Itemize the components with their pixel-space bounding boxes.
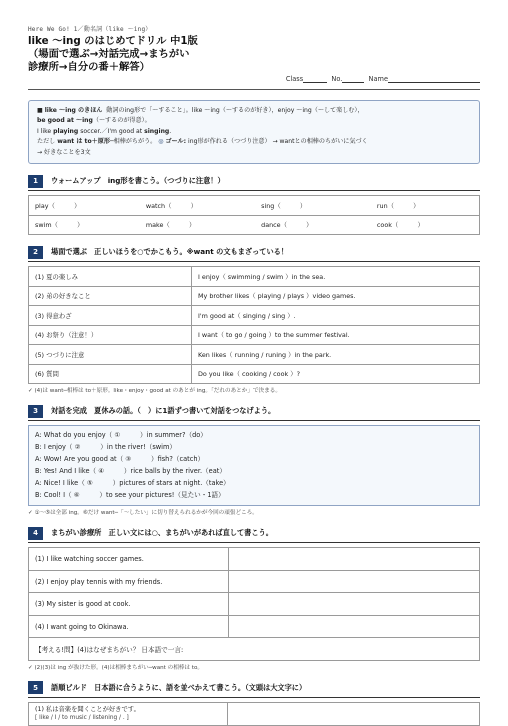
choice-sentence[interactable]: I'm good at（ singing / sing ）. [192, 306, 480, 326]
intro-head: like ～ing のきほん [44, 107, 103, 114]
intro-playing: playing [53, 127, 79, 135]
class-label: Class [285, 75, 304, 83]
ing-item[interactable]: play（ ） [29, 196, 140, 216]
answer-cell[interactable] [229, 615, 480, 638]
section-1-table [28, 195, 480, 235]
section-1-title: ウォームアップ ing形を書こう。（つづりに注意！） [51, 176, 225, 186]
series-label: Here We Go! 1／動名詞（like ～ing） [28, 26, 152, 33]
choice-sentence[interactable]: I enjoy（ swimming / swim ）in the sea. [192, 267, 480, 287]
table-row [29, 196, 480, 216]
title-line-3: 診療所→自分の番＋解答） [28, 61, 150, 73]
choice-sentence[interactable]: Do you like（ cooking / cook ）? [192, 364, 480, 384]
section-3-title: 対話を完成 夏休みの話。（ ）に1語ずつ書いて対話をつなげよう。 [51, 406, 276, 416]
section-4-rule [28, 542, 480, 543]
error-sentence: (4) I want going to Okinawa. [29, 615, 229, 638]
intro-line4a: ただし [37, 138, 58, 146]
name-blank[interactable] [388, 75, 480, 83]
reorder-question [29, 702, 228, 725]
goal-label: ゴール: [165, 138, 187, 146]
section-1-header [28, 174, 480, 188]
dialogue-line[interactable]: B: Yes! And I like（ ④ ）rice balls by the river.（eat） [35, 466, 226, 475]
section-2-title: 場面で選ぶ 正しいほうを○でかこもう。※want の文もまざっている！ [51, 247, 289, 257]
ing-item[interactable]: swim（ ） [29, 215, 140, 235]
table-row [29, 325, 480, 345]
table-row [29, 638, 480, 661]
intro-line1: 動詞のing形で「～すること」。like ～ing（～するのが好き），enjoy ～ing（～して楽しむ）， [106, 107, 364, 114]
table-row [29, 306, 480, 326]
scene-label: (5) つづりに注意 [29, 345, 192, 365]
intro-line3b: soccer.／I'm good at [78, 127, 145, 135]
answer-cell[interactable] [229, 593, 480, 616]
dialogue-line[interactable]: A: What do you enjoy（ ① ）in summer?（do） [35, 431, 207, 440]
intro-want-to: want は to＋原形 [57, 138, 110, 146]
worksheet-page [28, 24, 480, 726]
intro-line2: （～するのが得意）。 [92, 117, 151, 125]
table-row [29, 548, 480, 571]
section-2-table [28, 266, 480, 384]
section-4-note: ✓ (2)(3)は ing が抜けた形。(4)は相棒まちがい─want の相棒は to。 [28, 664, 204, 671]
choice-sentence[interactable]: My brother likes（ playing / plays ）video games. [192, 286, 480, 306]
dialogue-line[interactable]: B: I enjoy（ ② ）in the river!（swim） [35, 442, 177, 451]
name-label: Name [368, 75, 388, 83]
intro-box [28, 100, 480, 164]
scene-label: (6) 質問 [29, 364, 192, 384]
table-row [29, 286, 480, 306]
section-4-table [28, 547, 480, 661]
answer-cell[interactable] [228, 702, 480, 725]
section-5-title: 語順ビルド 日本語に合うように、語を並べかえて書こう。（文頭は大文字に） [51, 682, 307, 692]
section-2-note: ✓ (4)は want─相棒は to＋原形。like・enjoy・good at のあとが ing。「だれのあとか」で決まる。 [28, 388, 281, 395]
ing-item[interactable]: watch（ ） [140, 196, 255, 216]
error-sentence: (2) I enjoy play tennis with my friends. [29, 570, 229, 593]
ing-item[interactable]: make（ ） [140, 215, 255, 235]
dialogue-line[interactable]: A: Wow! Are you good at（ ③ ）fish?（catch） [35, 454, 205, 463]
title-block [28, 35, 480, 87]
error-sentence: (1) I like watching soccer games. [29, 548, 229, 571]
choice-sentence[interactable]: I want（ to go / going ）to the summer festival. [192, 325, 480, 345]
intro-line5: → 好きなことを3文 [37, 148, 91, 156]
section-4-header [28, 526, 480, 540]
reorder-prompt: (1) 私は音楽を聞くことが好きです。 [35, 705, 140, 713]
table-row [29, 267, 480, 287]
ing-item[interactable]: sing（ ） [255, 196, 371, 216]
intro-line3a: I like [37, 127, 54, 135]
student-info [286, 75, 480, 83]
choice-sentence[interactable]: Ken likes（ running / runing ）in the park. [192, 345, 480, 365]
intro-singing: singing [144, 127, 170, 135]
section-2-rule [28, 261, 480, 262]
ing-item[interactable]: dance（ ） [255, 215, 371, 235]
section-3-header [28, 404, 480, 418]
error-sentence: (3) My sister is good at cook. [29, 593, 229, 616]
intro-line3c: . [169, 127, 172, 135]
section-5-rule [28, 697, 480, 698]
bullet-icon: ■ [37, 107, 43, 114]
intro-line4b: ─相棒がちがう。 [109, 138, 157, 146]
section-5-header [28, 681, 480, 695]
section-3-rule [28, 420, 480, 421]
intro-line4c: ing形が作れる（つづり注意） → wantとの相棒のちがいに気づく [186, 138, 368, 146]
section-3-note: ✓ ①〜⑤は全部 ing。⑥だけ want─「～したい」に切り替えられるかが今回の頑張どころ。 [28, 510, 258, 517]
section-2-number: 2 [28, 246, 43, 259]
section-1-rule [28, 190, 480, 191]
header-divider [28, 89, 480, 90]
section-2-header [28, 245, 480, 259]
scene-label: (1) 夏の楽しみ [29, 267, 192, 287]
section-1-number: 1 [28, 175, 43, 188]
section-3-number: 3 [28, 405, 43, 418]
class-blank[interactable] [303, 75, 327, 83]
section-4-title: まちがい診療所 正しい文には○、まちがいがあれば直して書こう。 [51, 528, 273, 538]
section-5-table [28, 702, 480, 726]
answer-cell[interactable] [229, 570, 480, 593]
dialogue-box [28, 425, 480, 506]
scene-label: (2) 弟の好きなこと [29, 286, 192, 306]
ing-item[interactable]: cook（ ） [371, 215, 480, 235]
reorder-words: [ like / I / to music / listening / . ] [35, 714, 129, 721]
no-blank[interactable] [342, 75, 364, 83]
title-line-1: like ～ing のはじめてドリル 中1版 [28, 35, 198, 47]
dialogue-line[interactable]: B: Cool! I（ ⑥ ）to see your pictures!（見たい・1語） [35, 490, 225, 499]
table-row [29, 570, 480, 593]
table-row [29, 615, 480, 638]
table-row [29, 364, 480, 384]
think-question[interactable]: 【考える!問】(4)はなぜまちがい？ 日本語で一言: [29, 638, 480, 661]
intro-good-at: be good at ～ing [37, 117, 93, 125]
table-row [29, 702, 480, 725]
answer-cell[interactable] [229, 548, 480, 571]
table-row [29, 345, 480, 365]
table-row [29, 215, 480, 235]
section-5-number: 5 [28, 681, 43, 694]
scene-label: (3) 得意わざ [29, 306, 192, 326]
dialogue-line[interactable]: A: Nice! I like（ ⑤ ）pictures of stars at night.（take） [35, 478, 230, 487]
worksheet-title [28, 35, 480, 74]
table-row [29, 593, 480, 616]
goal-icon: ◎ [158, 138, 164, 146]
no-label: No. [331, 75, 343, 83]
ing-item[interactable]: run（ ） [371, 196, 480, 216]
scene-label: (4) お祭り（注意！） [29, 325, 192, 345]
title-line-2: （場面で選ぶ→対話完成→まちがい [28, 48, 190, 60]
section-4-number: 4 [28, 527, 43, 540]
